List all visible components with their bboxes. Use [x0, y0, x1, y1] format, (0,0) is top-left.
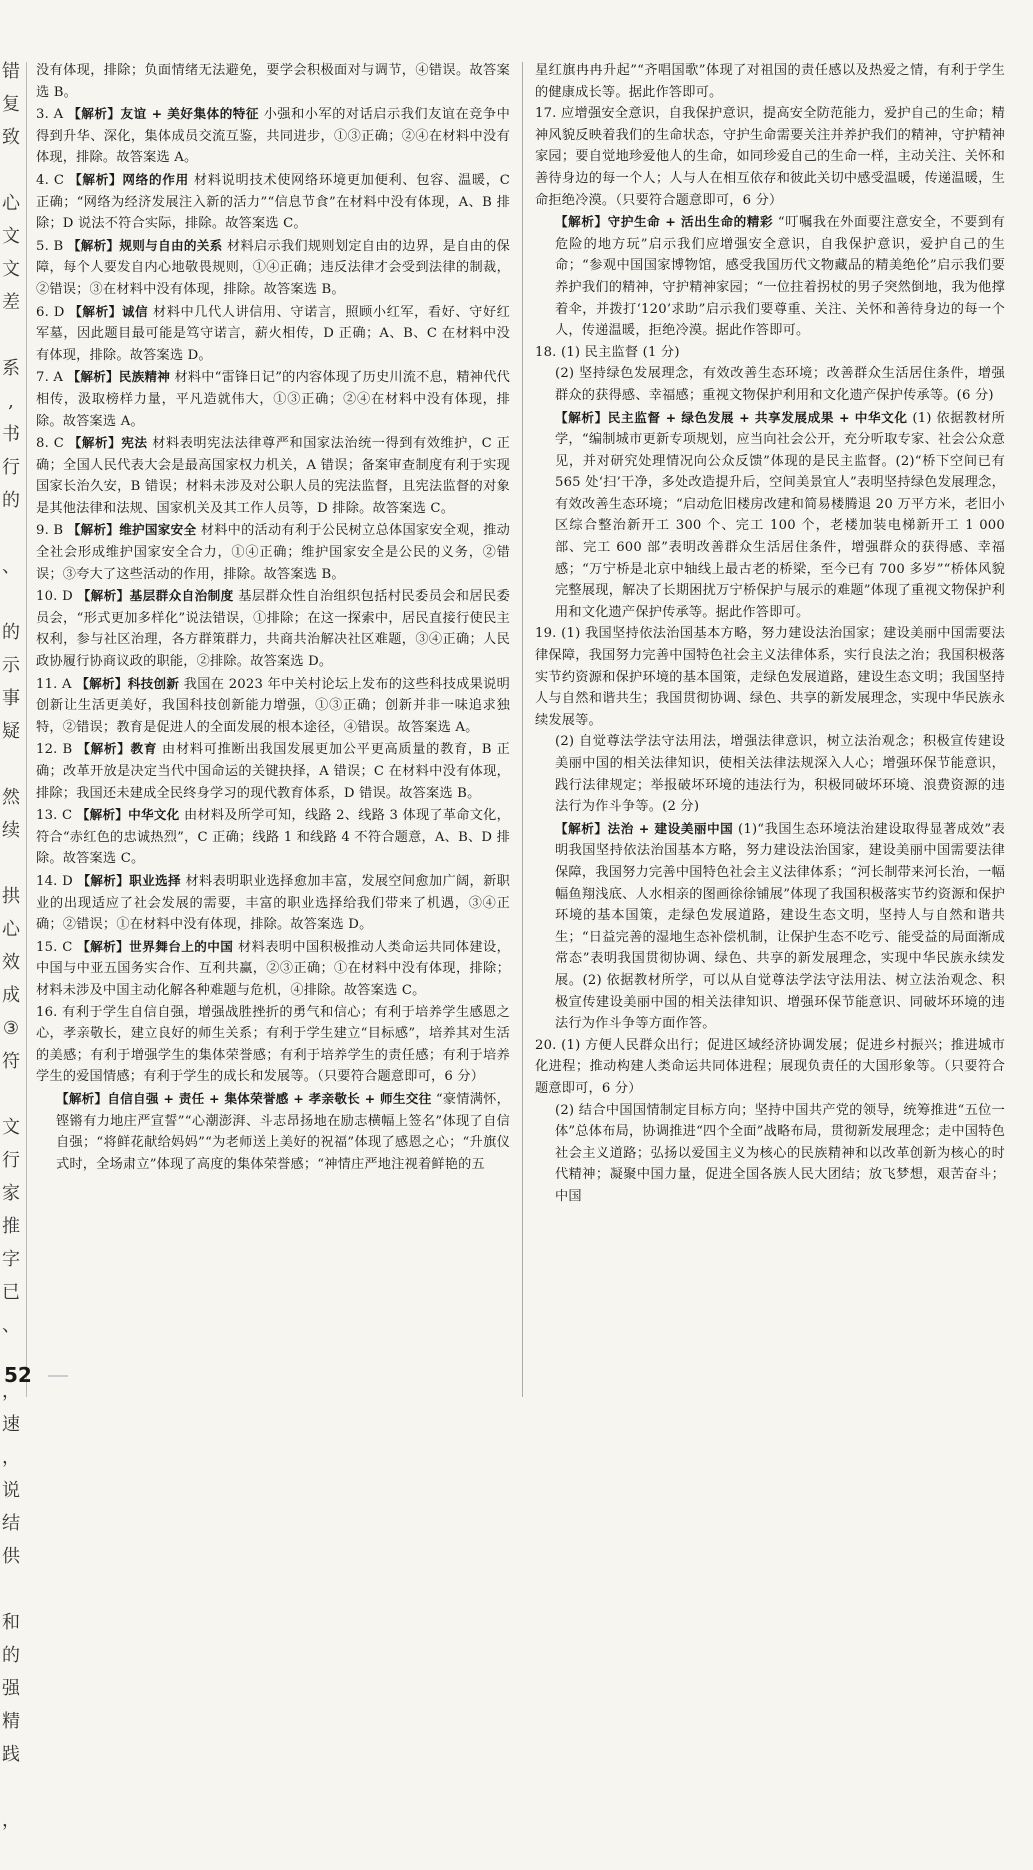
answer-entry	[36, 738, 510, 804]
answer-entry	[36, 235, 510, 301]
answer-entry	[535, 407, 1005, 624]
answer-entry	[36, 366, 510, 432]
strip-char: 然	[2, 787, 20, 808]
answer-text: 材料表明职业选择愈加丰富，发展空间愈加广阔，新职业的出现适应了社会发展的需要，丰富的职业选择给我们带来了机遇，③④正确；②错误；①在材料中没有体现，排除。故答案选 D。	[36, 873, 510, 933]
question-number: 6. D	[36, 304, 65, 320]
answer-text: “豪情满怀，铿锵有力地庄严宣誓”“心潮澎湃、斗志昂扬地在励志横幅上签名”体现了自信自强；“将鲜花献给妈妈”“为老师送上美好的祝福”体现了感恩之心；“升旗仪式时，全场肃立”体现了高度的集体荣誉感；“神情庄严地注视着鲜艳的五	[56, 1091, 510, 1172]
answer-text: (2) 自觉尊法学法守法用法，增强法律意识，树立法治观念；积极宣传建设美丽中国的相关法律知识，使相关法律法规深入人心；增强环保节能意识，践行法律规定；举报破坏环境的违法行为，积极同破坏环境、浪费资源的违法行为作斗争等。(2 分)	[555, 734, 1005, 815]
answer-entry	[36, 301, 510, 367]
strip-char: 错	[2, 61, 20, 82]
answer-entry	[36, 1088, 510, 1175]
answer-text: (1) 民主监督 (1 分)	[560, 344, 680, 360]
answer-entry	[535, 103, 1005, 211]
answer-text: 由材料可推断出我国发展更加公平更高质量的教育，B 正确；改革开放是决定当代中国命运的关键抉择，A 错误；C 在材料中没有体现，排除；我国还未建成全民终身学习的现代教育体系，D 错误。故答案选 B。	[36, 742, 510, 801]
answer-text: 材料说明技术使网络环境更加便利、包容、温暖，C 正确；“网络为经济发展注入新的活力”“信息节食”在材料中没有体现，A、B 排除；D 说法不符合实际，排除。故答案选 C。	[36, 172, 510, 232]
question-number: 5. B	[36, 238, 64, 254]
answer-text: 基层群众性自治组织包括村民委员会和居民委员会，“形式更加多样化”说法错误，①排除；在这一探索中，居民直接行使民主权利，参与社区治理，各方群策群力，共商共治解决社区难题，③④正确；人民政协履行协商议政的职能，②排除。故答案选 D。	[36, 589, 510, 670]
answer-entry	[535, 1100, 1005, 1208]
strip-char	[0, 583, 22, 616]
strip-char: 事	[2, 688, 20, 709]
answer-entry	[535, 363, 1005, 406]
strip-char: ，	[2, 1810, 20, 1831]
question-number: 13. C	[36, 808, 73, 824]
footer-mark	[48, 1375, 68, 1377]
answer-text: 应增强安全意识，自我保护意识，提高安全防范能力，爱护自己的生命；精神风貌反映着我们的生命状态，守护生命需要关注并养护我们的精神，守护精神家园；要自觉地珍爱他人的生命，如同珍爱自己的生命一样，主动关注、关怀和善待身边的每一个人；人与人在相互依存和彼此关切中感受温暖，传递温暖，生命拒绝冷漠。（只要符合题意即可，6 分）	[535, 106, 1005, 208]
analysis-tag: 【解析】宪法	[68, 435, 148, 451]
strip-char	[0, 1837, 22, 1870]
answer-entry	[36, 585, 510, 672]
strip-char: 、	[2, 1315, 20, 1336]
strip-char: 效	[2, 952, 20, 973]
strip-char	[0, 154, 22, 187]
page-number: 52	[4, 1363, 32, 1387]
strip-char: 强	[2, 1678, 20, 1699]
strip-char	[0, 1771, 22, 1804]
question-number: 19.	[535, 626, 557, 642]
strip-char: 心	[2, 919, 20, 940]
analysis-tag: 【解析】民族精神	[67, 369, 171, 385]
answer-text: (1) 我国坚持依法治国基本方略，努力建设法治国家；建设美丽中国需要法律保障，我国努力完善中国特色社会主义法律体系，实行良法之治；我国积极落实节约资源和保护环境的基本国策，走绿色发展道路，建设生态文明；我国坚持人与自然和谐共生；我国贯彻协调、绿色、共享的新发展理念，实现中华民族永续发展等。	[535, 626, 1005, 728]
answer-text: 材料表明宪法法律尊严和国家法治统一得到有效维护，C 正确；全国人民代表大会是最高国家权力机关，A 错误；备案审查制度有利于实现国家长治久安，B 错误；材料未涉及对公职人员的宪法监督，且宪法监督的对象是其他法律和法规、国家机关及其工作人员等，D 排除。故答案选 C。	[36, 436, 510, 516]
strip-char: 成	[2, 985, 20, 1006]
analysis-tag: 【解析】维护国家安全	[67, 522, 197, 538]
bleed-text-strip	[0, 55, 22, 1831]
strip-char: 字	[2, 1249, 20, 1270]
answer-text: 材料中的活动有利于公民树立总体国家安全观，推动全社会形成维护国家安全合力，①④正确；维护国家安全是公民的义务，②错误；③夸大了这些活动的作用，排除。故答案选 B。	[36, 523, 510, 582]
strip-char: 疑	[2, 721, 20, 742]
strip-char: 的	[2, 490, 20, 511]
analysis-tag: 【解析】职业选择	[77, 872, 181, 888]
strip-char: 供	[2, 1546, 20, 1567]
answer-entry	[535, 60, 1005, 103]
answer-entry	[36, 936, 510, 1002]
strip-char: 和	[2, 1612, 20, 1633]
analysis-tag: 【解析】民主监督 + 绿色发展 + 共享发展成果 + 中华文化	[555, 409, 908, 425]
strip-char: ③	[2, 1018, 20, 1039]
answer-text: 我国在 2023 年中关村论坛上发布的这些科技成果说明创新让生活更美好，我国科技创新能力增强，①③正确；创新并非一味追求独特，②错误；教育是促进人的全面发展的根本途径，④错误。故答案选 A。	[36, 676, 510, 735]
answer-text: 星红旗冉冉升起”“齐唱国歌”体现了对祖国的责任感以及热爱之情，有利于学生的健康成长等。据此作答即可。	[535, 63, 1005, 100]
strip-char	[0, 517, 22, 550]
question-number: 3. A	[36, 107, 64, 123]
analysis-tag: 【解析】基层群众自治制度	[77, 588, 234, 604]
answer-entry	[36, 169, 510, 235]
analysis-tag: 【解析】规则与自由的关系	[67, 237, 223, 253]
answer-entry	[36, 103, 510, 169]
question-number: 11. A	[36, 676, 72, 692]
analysis-tag: 【解析】自信自强 + 责任 + 集体荣誉感 + 孝亲敬长 + 师生交往	[56, 1090, 432, 1106]
question-number: 14. D	[36, 873, 73, 889]
strip-char: 心	[2, 193, 20, 214]
answer-entry	[535, 818, 1005, 1035]
strip-char: 书	[2, 424, 20, 445]
answer-entry	[535, 1035, 1005, 1100]
question-number: 12. B	[36, 742, 73, 758]
question-number: 20.	[535, 1037, 557, 1053]
analysis-tag: 【解析】友谊 + 美好集体的特征	[68, 106, 260, 122]
strip-char: 、	[2, 556, 20, 577]
strip-char	[0, 748, 22, 781]
strip-char: 结	[2, 1513, 20, 1534]
answer-text: 有利于学生自信自强，增强战胜挫折的勇气和信心；有利于培养学生感恩之心，孝亲敬长，建立良好的师生关系；有利于学生建立“目标感”，培养其对生活的美感；有利于增强学生的集体荣誉感；有利于培养学生的责任感；有利于培养学生的爱国情感；有利于学生的成长和发展等。（只要符合题意即可，6 分）	[36, 1004, 510, 1085]
left-edge-rule	[26, 62, 27, 1397]
question-number: 7. A	[36, 370, 64, 386]
strip-char: 精	[2, 1711, 20, 1732]
strip-char: 拱	[2, 886, 20, 907]
strip-char: ，	[2, 1447, 20, 1468]
strip-char: 文	[2, 1117, 20, 1138]
answer-text: 材料表明中国积极推动人类命运共同体建设，中国与中亚五国务实合作、互利共赢，②③正确；①在材料中没有体现，排除；材料未涉及中国主动化解各种难题与危机，④排除。故答案选 C。	[36, 939, 510, 998]
answer-text: 材料启示我们规则划定自由的边界，是自由的保障，每个人要发自内心地敬畏规则，①④正确；违反法律才会受到法律的制裁，②错误；③在材料中没有体现，排除。故答案选 B。	[36, 238, 510, 297]
answer-entry	[36, 60, 510, 103]
strip-char	[0, 1078, 22, 1111]
answer-entry	[36, 870, 510, 936]
question-number: 15. C	[36, 939, 73, 955]
strip-char: ,	[8, 391, 14, 412]
strip-char	[0, 847, 22, 880]
analysis-tag: 【解析】守护生命 + 活出生命的精彩	[555, 214, 774, 230]
strip-char: 的	[2, 622, 20, 643]
strip-char: 符	[2, 1051, 20, 1072]
analysis-tag: 【解析】世界舞台上的中国	[77, 938, 234, 954]
strip-char: 家	[2, 1183, 20, 1204]
strip-char: 已	[2, 1282, 20, 1303]
strip-char: 的	[2, 1645, 20, 1666]
strip-char: ，	[2, 1381, 20, 1402]
strip-char: 文	[2, 226, 20, 247]
answer-text: (2) 结合中国国情制定目标方向；坚持中国共产党的领导，统筹推进“五位一体”总体布局，协调推进“四个全面”战略布局，贯彻新发展理念；走中国特色社会主义道路；弘扬以爱国主义为核心的民族精神和以改革创新为核心的时代精神；凝聚中国力量，促进全国各族人民大团结；放飞梦想，艰苦奋斗；中国	[555, 1102, 1005, 1204]
answer-text: 小强和小军的对话启示我们友谊在竞争中得到升华、深化，集体成员交流互鉴，共同进步，①③正确；②④在材料中没有体现，排除。故答案选 A。	[36, 107, 510, 166]
answer-text: (2) 坚持绿色发展理念，有效改善生态环境；改善群众生活居住条件，增强群众的获得感、幸福感；重视文物保护利用和文化遗产保护传承等。(6 分)	[555, 366, 1005, 403]
answer-text: 由材料及所学可知，线路 2、线路 3 体现了革命文化，符合“赤红色的忠诚热烈”，C 正确；线路 1 和线路 4 不符合题意，A、B、D 排除。故答案选 C。	[36, 808, 510, 867]
answer-text: (1) 方便人民群众出行；促进区域经济协调发展；促进乡村振兴；推进城市化进程；推动构建人类命运共同体进程；展现负责任的大国形象等。（只要符合题意即可，6 分）	[535, 1037, 1005, 1096]
answer-entry	[535, 623, 1005, 731]
strip-char: 致	[2, 127, 20, 148]
strip-char: 推	[2, 1216, 20, 1237]
answer-text: 材料中“雷锋日记”的内容体现了历史川流不息，精神代代相传，汲取榜样力量，平凡造就伟大，①③正确；②④在材料中没有体现，排除。故答案选 A。	[36, 370, 510, 429]
strip-char: 示	[2, 655, 20, 676]
answer-entry	[535, 731, 1005, 817]
strip-char: 复	[2, 94, 20, 115]
analysis-tag: 【解析】网络的作用	[69, 171, 189, 187]
answer-text: (1)“我国生态环境法治建设取得显著成效”表明我国坚持依法治国基本方略，努力建设法治国家，建设美丽中国需要法律保障，我国努力完善中国特色社会主义法律体系；“河长制带来河长治，一幅幅鱼翔浅底、人水相亲的图画徐徐铺展”体现了我国积极落实节约资源和保护环境的基本国策，走绿色发展道路，建设生态文明，坚持人与自然和谐共生；“日益完善的湿地生态补偿机制，让保护生态不吃亏、能受益的局面渐成常态”表明我国贯彻协调、绿色、共享的新发展理念，实现中华民族永续发展。(2) 依据教材所学，可以从自觉尊法学法守法用法、树立法治观念、积极宣传建设美丽中国的相关法律知识、增强环保节能意识、同破坏环境的违法行为作斗争等方面作答。	[555, 821, 1005, 1032]
answer-entry	[36, 673, 510, 739]
answer-text: 没有体现，排除；负面情绪无法避免，要学会积极面对与调节，④错误。故答案选 B。	[36, 63, 510, 100]
strip-char	[0, 1573, 22, 1606]
strip-char: 系	[2, 358, 20, 379]
question-number: 9. B	[36, 523, 64, 539]
answer-entry	[36, 804, 510, 870]
analysis-tag: 【解析】法治 + 建设美丽中国	[555, 820, 734, 836]
answer-text: 材料中几代人讲信用、守诺言，照顾小红军，看好、守好红军墓，因此题目最可能是笃守诺言，薪火相传，D 正确；A、B、C 在材料中没有体现，排除。故答案选 D。	[36, 304, 511, 363]
question-number: 18.	[535, 344, 557, 360]
strip-char: 差	[2, 292, 20, 313]
strip-char: 践	[2, 1744, 20, 1765]
question-number: 16.	[36, 1004, 58, 1020]
answer-entry	[36, 1002, 510, 1088]
strip-char: 文	[2, 259, 20, 280]
answer-text: “叮嘱我在外面要注意安全，不要到有危险的地方玩”启示我们应增强安全意识，自我保护意识，爱护自己的生命；“参观中国国家博物馆，感受我国历代文物藏品的精美绝伦”启示我们要养护我们的精神，守护精神家园；“一位拄着拐杖的男子突然倒地，我为他撑着伞，并拨打‘120’求助”启示我们要尊重、关注、关怀和善待身边的每一个人，传递温暖，拒绝冷漠。据此作答即可。	[555, 215, 1005, 339]
question-number: 17.	[535, 106, 557, 122]
strip-char: 说	[2, 1480, 20, 1501]
answer-entry	[535, 342, 1005, 364]
question-number: 10. D	[36, 589, 73, 605]
answer-entry	[36, 432, 510, 519]
strip-char	[0, 319, 22, 352]
answer-entry	[535, 211, 1005, 342]
analysis-tag: 【解析】科技创新	[76, 675, 180, 691]
answer-text: (1) 依据教材所学，“编制城市更新专项规划，应当向社会公开，充分听取专家、社会公众意见，并对研究处理情况向公众反馈”体现的是民主监督。(2)“桥下空间已有 565 处‘扫’干净，多处改造提升后，空间美景宜人”表明坚持绿色发展理念，有效改善生态环境；“启动危旧楼房改建和简易楼腾退 20 万平方米，老旧小区综合整治新开工 300 个、完工 100 个，老楼加装电梯新开工 1 000 部、完工 600 部”表明改善群众生活居住条件，增强群众的获得感、幸福感；“万宁桥是北京中轴线上最古老的桥梁，至今已有 700 多岁”“桥体风貌完整展现，解决了长期困扰万宁桥保护与展示的难题”体现了重视文物保护利用和文化遗产保护传承等。据此作答即可。	[555, 410, 1005, 620]
right-column	[535, 60, 1005, 1207]
strip-char: 行	[2, 457, 20, 478]
question-number: 4. C	[36, 172, 65, 188]
analysis-tag: 【解析】诚信	[69, 303, 149, 319]
strip-char: 续	[2, 820, 20, 841]
column-divider	[522, 62, 523, 1397]
strip-char: 速	[2, 1414, 20, 1435]
analysis-tag: 【解析】教育	[77, 741, 158, 757]
answer-entry	[36, 519, 510, 585]
question-number: 8. C	[36, 436, 64, 452]
left-column	[36, 60, 510, 1175]
strip-char: 行	[2, 1150, 20, 1171]
analysis-tag: 【解析】中华文化	[76, 807, 180, 823]
